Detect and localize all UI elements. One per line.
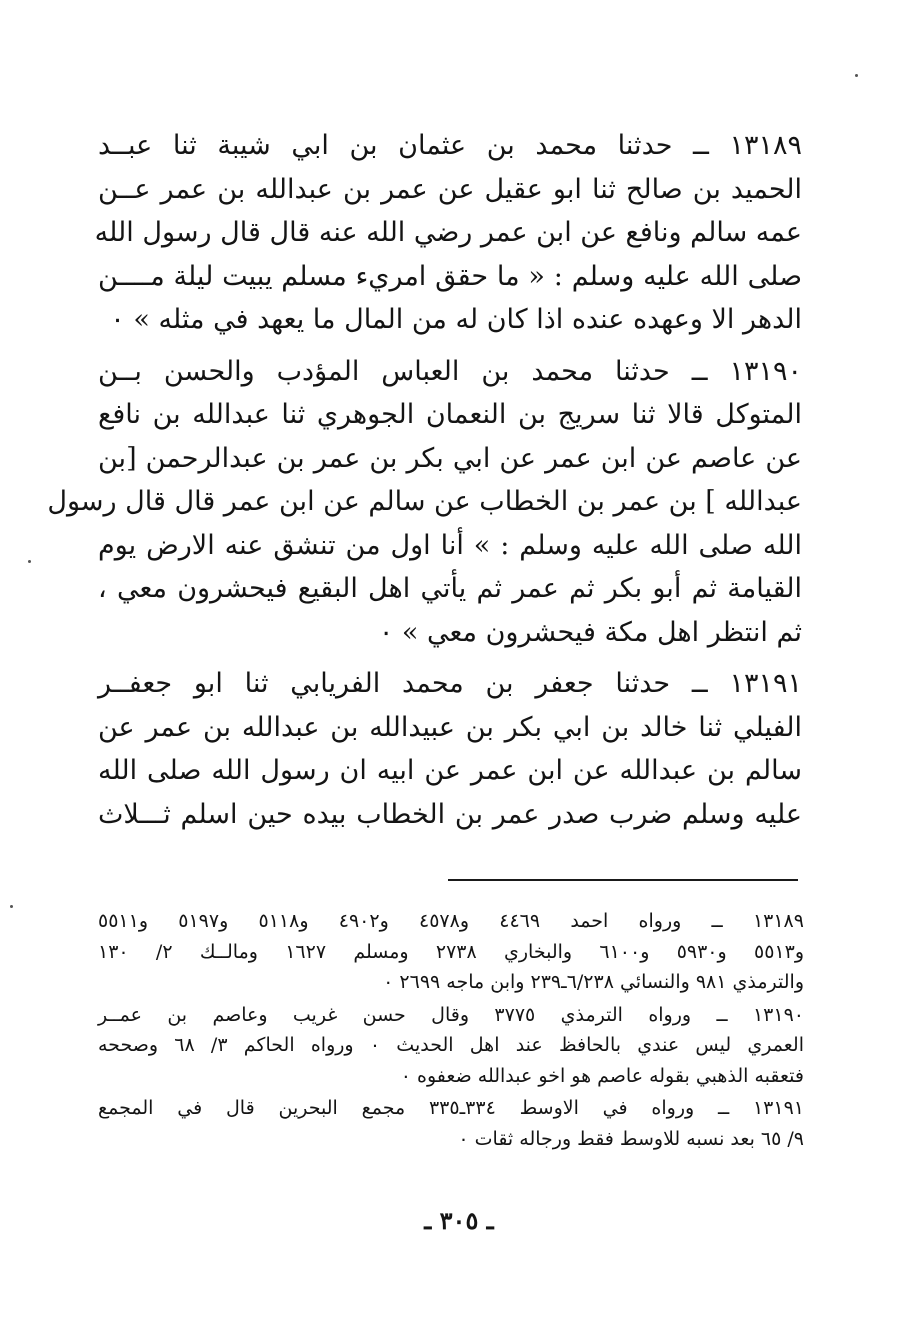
footnotes (98, 906, 804, 1156)
text-line: ١٣١٨٩ ــ حدثنا محمد بن عثمان بن ابي شيبة ثنا عبــد (98, 130, 802, 161)
hadith-13191 (98, 662, 802, 836)
main-text (47, 124, 802, 844)
text-line: سالم بن عبدالله عن ابن عمر عن ابيه ان رسول الله صلى الله (98, 755, 802, 786)
text-line: عمه سالم ونافع عن ابن عمر رضي الله عنه قال قال رسول الله (94, 217, 802, 248)
hadith-13190 (47, 350, 802, 655)
text-line: الحميد بن صالح ثنا ابو عقيل عن عمر بن عبدالله بن عمر عــن (98, 173, 802, 205)
footnote-line: ١٣١٨٩ ــ ورواه احمد ٤٤٦٩ و٤٥٧٨ و٤٩٠٢ و٥١١٨ و٥١٩٧ و٥٥١١ (98, 910, 804, 932)
text-line: القيامة ثم أبو بكر ثم عمر ثم يأتي اهل البقيع فيحشرون معي ، (98, 573, 802, 604)
text-line: ثم انتظر اهل مكة فيحشرون معي » ٠ (378, 616, 802, 648)
footnote-13189 (98, 906, 804, 998)
footnote-13191 (98, 1093, 804, 1154)
footnote-line: ١٣١٩١ ــ ورواه في الاوسط ٣٣٤ـ٣٣٥ مجمع البحرين قال في المجمع (98, 1097, 804, 1119)
scan-speck (855, 74, 858, 77)
footnote-divider (448, 879, 798, 881)
footnote-line: فتعقبه الذهبي بقوله عاصم هو اخو عبدالله ضعفوه ٠ (400, 1064, 804, 1087)
scan-speck (10, 905, 13, 908)
scan-speck (28, 560, 31, 563)
footnote-line: والترمذي ٩٨١ والنسائي ٦/٢٣٨ـ٢٣٩ وابن ماجه ٢٦٩٩ ٠ (383, 971, 804, 993)
page-number: ـ ٣٠٥ ـ (424, 1206, 494, 1235)
hadith-13189 (94, 124, 802, 342)
footnote-line: ٩/ ٦٥ بعد نسبه للاوسط فقط ورجاله ثقات ٠ (458, 1127, 804, 1150)
text-line: الدهر الا وعهده عنده اذا كان له من المال ما يعهد في مثله » ٠ (110, 304, 802, 335)
text-line: عن عاصم عن ابن عمر عن ابي بكر بن عمر بن عبدالرحمن [بن (98, 442, 802, 474)
text-line: صلى الله عليه وسلم : « ما حقق امريء مسلم يبيت ليلة مــــن (98, 260, 802, 292)
text-line: عبدالله ] بن عمر بن الخطاب عن سالم عن ابن عمر قال قال رسول (47, 486, 802, 517)
text-line: المتوكل قالا ثنا سريج بن النعمان الجوهري ثنا عبدالله بن نافع (98, 399, 802, 430)
footnote-line: ١٣١٩٠ ــ ورواه الترمذي ٣٧٧٥ وقال حسن غريب وعاصم بن عمــر (98, 1003, 804, 1026)
text-line: عليه وسلم ضرب صدر عمر بن الخطاب بيده حين اسلم ثـــلاث (98, 798, 802, 830)
footnote-13190 (98, 1000, 804, 1092)
text-line: ١٣١٩١ ــ حدثنا جعفر بن محمد الفريابي ثنا ابو جعفــر (98, 668, 802, 699)
text-line: ١٣١٩٠ ــ حدثنا محمد بن العباس المؤدب والحسن بــن (98, 355, 802, 387)
text-line: الفيلي ثنا خالد بن ابي بكر بن عبيدالله بن عبدالله بن عمر عن (98, 711, 802, 743)
text-line: الله صلى الله عليه وسلم : » أنا اول من تنشق عنه الارض يوم (98, 529, 802, 561)
footnote-line: العمري ليس عندي بالحافظ عند اهل الحديث ٠ ورواه الحاكم ٣/ ٦٨ وصححه (98, 1034, 804, 1056)
footnote-line: و٥٥١٣ و٥٩٣٠ و٦١٠٠ والبخاري ٢٧٣٨ ومسلم ١٦٢٧ ومالــك ٢/ ١٣٠ (98, 940, 805, 963)
